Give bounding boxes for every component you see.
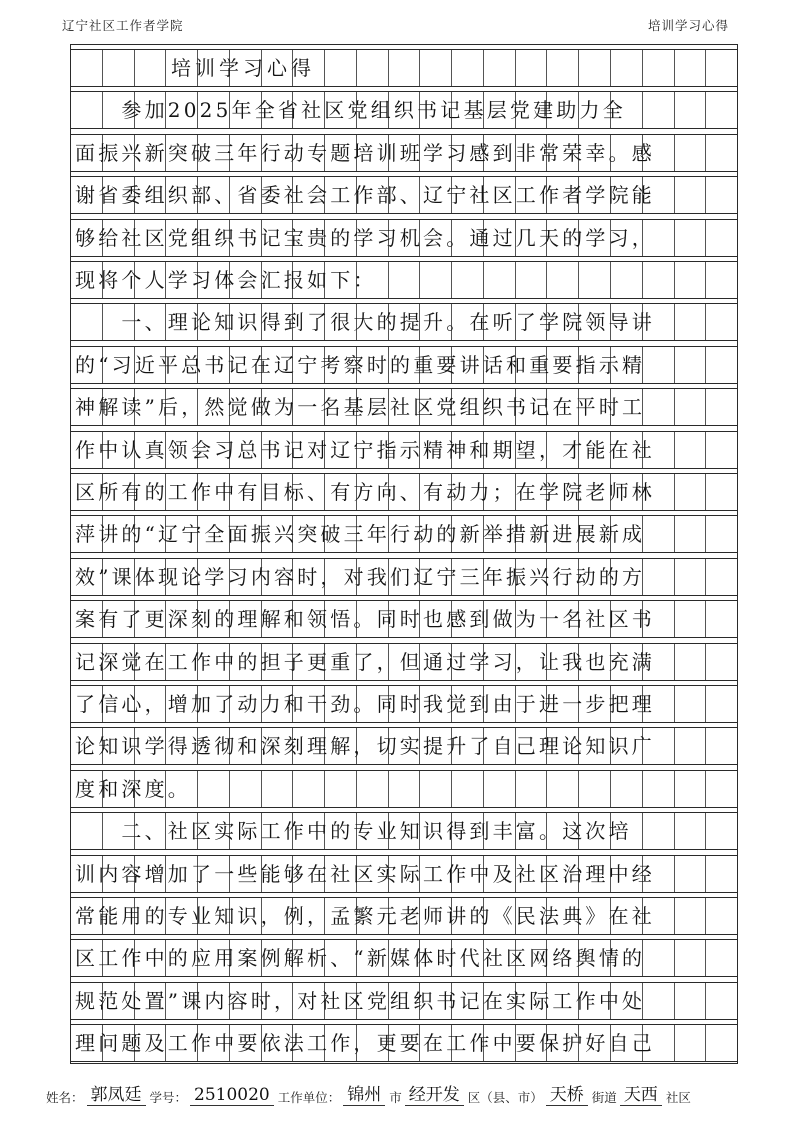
essay-line: 的“习近平总书记在辽宁考察时的重要讲话和重要指示精 xyxy=(75,352,646,377)
essay-line: 够给社区党组织书记宝贵的学习机会。通过几天的学习， xyxy=(75,225,655,250)
grid-row xyxy=(71,431,737,469)
grid-row xyxy=(71,388,737,426)
grid-row xyxy=(71,515,737,553)
grid-row xyxy=(71,770,737,808)
grid-row xyxy=(71,939,737,977)
essay-line: 区所有的工作中有目标、有方向、有动力；在学院老师林 xyxy=(75,480,655,504)
community-value: 天西 xyxy=(620,1085,662,1106)
street-value: 天桥 xyxy=(546,1085,588,1106)
essay-line: 论知识学得透彻和深刻理解，切实提升了自己理论知识广 xyxy=(75,734,655,759)
grid-row xyxy=(71,176,737,214)
essay-title: 培训学习心得 xyxy=(75,56,315,80)
district-value: 经开发 xyxy=(405,1085,464,1106)
grid-row xyxy=(71,261,737,299)
city-value: 锦州 xyxy=(343,1085,385,1106)
grid-row xyxy=(71,558,737,596)
grid-row xyxy=(71,134,737,172)
grid-row xyxy=(71,49,737,87)
essay-line: 了信心，增加了动力和干劲。同时我觉到由于进一步把理 xyxy=(75,692,655,716)
essay-line: 规范处置”课内容时，对社区党组织书记在实际工作中处 xyxy=(75,988,646,1013)
essay-line: 二、社区实际工作中的专业知识得到丰富。这次培 xyxy=(75,819,632,844)
essay-line: 记深觉在工作中的担子更重了，但通过学习，让我也充满 xyxy=(75,649,655,674)
essay-line: 参加2025年全省社区党组织书记基层党建助力全 xyxy=(75,98,626,123)
district-suffix: 区（县、市） xyxy=(467,1090,543,1105)
grid-row xyxy=(71,219,737,257)
grid-row xyxy=(71,473,737,511)
essay-line: 现将个人学习体会汇报如下： xyxy=(75,268,377,292)
grid-row xyxy=(71,727,737,765)
grid-row xyxy=(71,685,737,723)
id-label: 学号： xyxy=(149,1090,188,1105)
name-value: 郭凤廷 xyxy=(87,1085,146,1106)
header-institution: 辽宁社区工作者学院 xyxy=(62,18,184,33)
grid-row xyxy=(71,855,737,893)
essay-line: 面振兴新突破三年行动专题培训班学习感到非常荣幸。感 xyxy=(75,140,655,165)
grid-row xyxy=(71,303,737,341)
essay-line: 常能用的专业知识，例，孟繁元老师讲的《民法典》在社 xyxy=(75,904,655,928)
grid-row xyxy=(71,643,737,681)
essay-line: 效”课体现论学习内容时，对我们辽宁三年振兴行动的方 xyxy=(75,564,646,589)
header-doc-title: 培训学习心得 xyxy=(647,18,729,33)
essay-line: 区工作中的应用案例解析、“新媒体时代社区网络舆情的 xyxy=(75,946,646,971)
essay-line: 理问题及工作中要依法工作，更要在工作中要保护好自己 xyxy=(75,1031,655,1056)
essay-line: 训内容增加了一些能够在社区实际工作中及社区治理中经 xyxy=(75,861,655,886)
essay-line: 案有了更深刻的理解和领悟。同时也感到做为一名社区书 xyxy=(75,607,655,632)
community-suffix: 社区 xyxy=(665,1090,691,1105)
grid-row xyxy=(71,982,737,1020)
unit-label: 工作单位： xyxy=(277,1090,341,1105)
essay-line: 一、理论知识得到了很大的提升。在听了学院领导讲 xyxy=(75,310,655,335)
street-suffix: 街道 xyxy=(591,1090,617,1105)
id-value: 2510020 xyxy=(190,1085,274,1106)
city-suffix: 市 xyxy=(389,1090,402,1105)
writing-grid xyxy=(70,44,738,1064)
grid-row xyxy=(71,91,737,129)
grid-row xyxy=(71,897,737,935)
name-label: 姓名： xyxy=(46,1090,84,1105)
grid-row xyxy=(71,600,737,638)
grid-row xyxy=(71,346,737,384)
grid-row xyxy=(71,812,737,850)
essay-line: 谢省委组织部、省委社会工作部、辽宁社区工作者学院能 xyxy=(75,183,655,208)
essay-line: 神解读”后，然觉做为一名基层社区党组织书记在平时工 xyxy=(75,395,646,420)
grid-row xyxy=(71,1024,737,1062)
footer-info xyxy=(46,1085,694,1106)
essay-line: 作中认真领会习总书记对辽宁指示精神和期望，才能在社 xyxy=(75,437,655,462)
essay-line: 度和深度。 xyxy=(75,776,191,801)
essay-line: 萍讲的“辽宁全面振兴突破三年行动的新举措新进展新成 xyxy=(75,522,646,547)
